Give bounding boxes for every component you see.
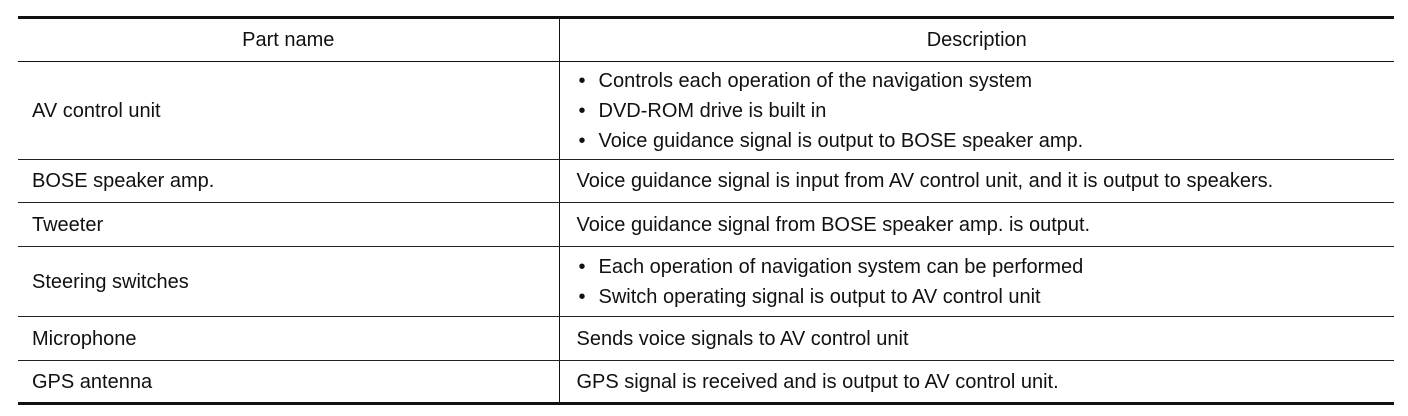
description-cell (559, 247, 1394, 317)
description-cell: Voice guidance signal is input from AV control unit, and it is output to speakers. (559, 160, 1394, 203)
part-name-cell: BOSE speaker amp. (18, 160, 559, 203)
table-row (18, 203, 1394, 247)
description-cell: GPS signal is received and is output to AV control unit. (559, 361, 1394, 404)
table-row (18, 247, 1394, 317)
part-name-cell: AV control unit (18, 62, 559, 160)
part-name-cell: Steering switches (18, 247, 559, 317)
bullet-item: • Each operation of navigation system can be performed (577, 252, 1381, 282)
parts-description-table (18, 16, 1394, 405)
part-name-cell: Microphone (18, 317, 559, 361)
bullet-item: • Switch operating signal is output to AV control unit (577, 282, 1381, 312)
description-cell: Voice guidance signal from BOSE speaker amp. is output. (559, 203, 1394, 247)
description-bullet-list (577, 252, 1381, 312)
description-cell: Sends voice signals to AV control unit (559, 317, 1394, 361)
part-name-cell: GPS antenna (18, 361, 559, 404)
table-row (18, 317, 1394, 361)
column-header-description: Description (559, 18, 1394, 62)
part-name-cell: Tweeter (18, 203, 559, 247)
bullet-item: • Controls each operation of the navigation system (577, 66, 1381, 96)
table-row (18, 361, 1394, 404)
bullet-item: • Voice guidance signal is output to BOSE speaker amp. (577, 126, 1381, 156)
description-cell (559, 62, 1394, 160)
table-row (18, 160, 1394, 203)
table-header-row (18, 18, 1394, 62)
bullet-item: • DVD-ROM drive is built in (577, 96, 1381, 126)
table-row (18, 62, 1394, 160)
description-bullet-list (577, 66, 1381, 156)
column-header-part-name: Part name (18, 18, 559, 62)
